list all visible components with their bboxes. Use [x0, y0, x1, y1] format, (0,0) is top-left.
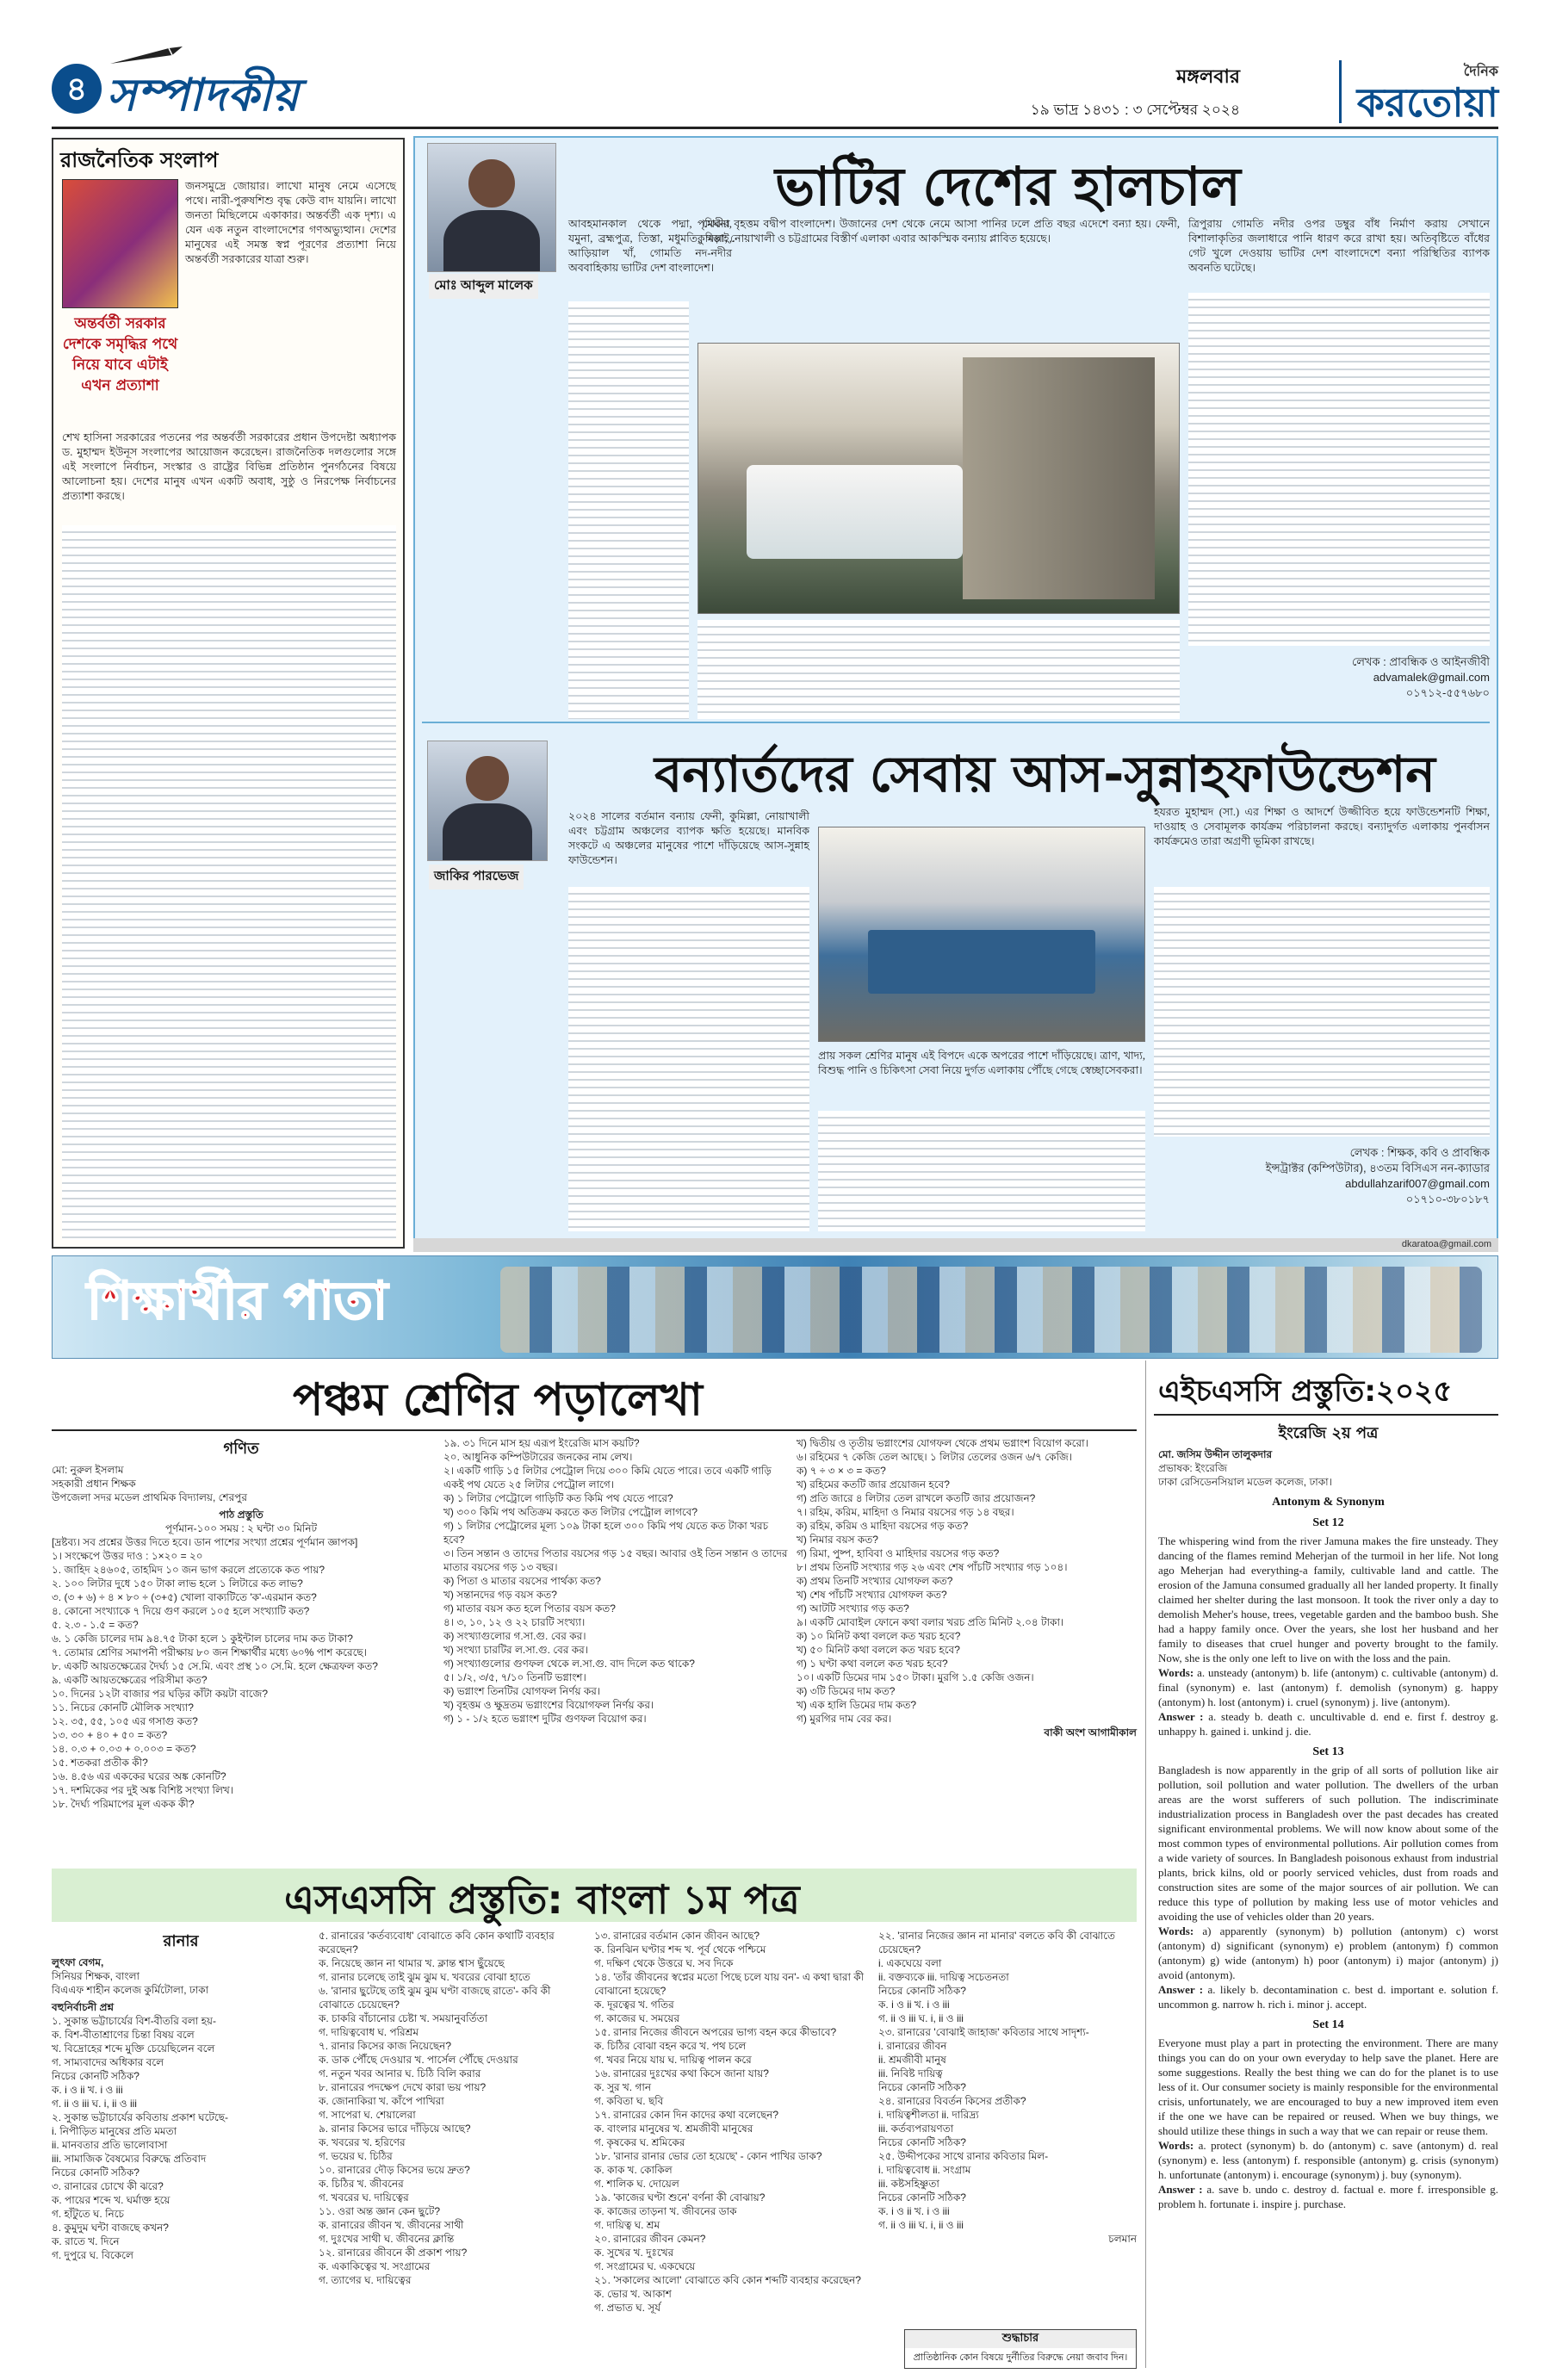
class5-question: গ) ১ - ১/২ হতে ভগ্নাংশ দুটির গুণফল বিয়োগ কর। [443, 1713, 647, 1725]
banner-title: শিক্ষার্থীর পাতা [87, 1271, 388, 1331]
class5-question: ১৯. ৩১ দিনে মাস হয় এরূপ ইংরেজি মাস কয়টি? [443, 1437, 640, 1449]
class5-exam-title: পাঠ প্রস্তুতি [219, 1509, 264, 1521]
class5-question: গ) মুরগির দাম বের কর। [797, 1713, 892, 1725]
hsc-heading: এইচএসসি প্রস্তুতি:২০২৫ [1158, 1374, 1453, 1409]
class5-question: ১। সংক্ষেপে উত্তর দাও : ১×২০ = ২০ [52, 1550, 203, 1562]
ssc-item: ক. ভোর খ. আকাশ [594, 2288, 672, 2300]
ssc-item: নিচের কোনটি সঠিক? [878, 2081, 966, 2093]
class5-question: ২. ১০০ লিটার দুধে ১৫০ টাকা লাভ হলে ১ লিটারে কত লাভ? [52, 1577, 303, 1590]
hsc-school: ঢাকা রেসিডেনসিয়াল মডেল কলেজ, ঢাকা। [1158, 1476, 1332, 1488]
class5-question: ৬। রহিমের ৭ কেজি তেল আছে। ১ লিটার তেলের ওজন ৬/৭ কেজি। [797, 1451, 1073, 1463]
ssc-item: ৭. রানার কিসের কাজ নিয়েছেন? [319, 2040, 452, 2052]
ssc-item: ক. সুখের খ. দুঃখের [594, 2247, 674, 2259]
ssc-item: গ. রানার চলেছে তাই ঝুম ঝুম ঘ. খবরের বোঝা হাতে [319, 1971, 530, 1983]
left-column-text-block [62, 525, 396, 1240]
ssc-item: গ. শালিক ঘ. দোয়েল [594, 2178, 679, 2190]
class5-question: ৫. ২.৩ - ১.৫ = কত? [52, 1619, 139, 1631]
ssc-item: iii. কর্তব্যপরায়ণতা [878, 2123, 954, 2135]
ssc-item: ৫. রানারের 'কর্তব্যবোধ' বোঝাতে কবি কোন কথাটি ব্যবহার করেছেন? [319, 1930, 555, 1955]
class5-question: খ) রহিমের কতটি জার প্রয়োজন হবে? [797, 1478, 950, 1491]
hsc-subject: ইংরেজি ২য় পত্র [1278, 1424, 1379, 1442]
article1-text-col1 [568, 301, 689, 719]
class5-question: গ) মাতার বয়স কত হলে পিতার বয়স কত? [443, 1602, 616, 1615]
brand-name: করতোয়া [1356, 81, 1498, 125]
article1-headline: ভাটির দেশের হালচাল [775, 155, 1241, 218]
article2-para-3: হযরত মুহাম্মদ (সা.) এর শিক্ষা ও আদর্শে উজ্জীবিত হয়ে ফাউন্ডেশনটি শিক্ষা, দাওয়াহ ও সেবামূলক কার্যক্রম পরিচালনা করছে। বন্যাদুর্গত এলাকায় পুনর্বাসন কার্যক্রমেও তারা অগ্রণী ভূমিকা রাখছে। [1154, 806, 1490, 847]
class5-question: ৫। ১/২, ৩/৫, ৭/১০ তিনটি ভগ্নাংশ। [443, 1671, 586, 1683]
ssc-item: গ. সাপেরা ঘ. শেয়ালেরা [319, 2109, 416, 2121]
newspaper-email[interactable]: dkaratoa@gmail.com [1401, 1239, 1491, 1249]
ssc-item: নিচের কোনটি সঠিক? [878, 1985, 966, 1997]
hsc-teacher-role: প্রভাষক: ইংরেজি [1158, 1462, 1228, 1474]
hsc-teacher: মো. জসিম উদ্দীন তালুকদার [1158, 1448, 1273, 1460]
errata-box [904, 2329, 1137, 2369]
hsc-answer-label: Answer : [1158, 1983, 1204, 1996]
hsc-set [1158, 1516, 1498, 1739]
ssc-item: ২০. রানারের জীবন কেমন? [594, 2233, 706, 2245]
author-name-2: জাকির পারভেজ [429, 865, 524, 889]
ssc-item: ১৯. 'কাজের ঘণ্টা শুনে' বর্ণনা কী বোঝায়? [594, 2191, 766, 2203]
ssc-school: বিএএফ শাহীন কলেজ কুর্মিটোলা, ঢাকা [52, 1984, 209, 1996]
ssc-teacher-role: সিনিয়র শিক্ষক, বাংলা [52, 1970, 140, 1982]
ssc-item: গ. কৃষকের ঘ. শ্রমিকের [594, 2136, 685, 2148]
hsc-words: a) apparently (synonym) b) pollution (antonym) c) worst (antonym) d) significant (synonym) e) problem (antonym) f) common (antonym) g) wide (antonym) h) poor (antonym) i) major (antonym) j) avoid (antonym). [1158, 1924, 1498, 1981]
hsc-rule [1154, 1414, 1498, 1416]
article2-author-note [1206, 1145, 1490, 1207]
article2-headline: বন্যার্তদের সেবায় আস-সুন্নাহফাউন্ডেশন [654, 745, 1435, 803]
errata-title: শুদ্ধাচার [905, 2330, 1136, 2348]
ssc-item: গ. কাজের ঘ. সময়ের [594, 2012, 680, 2024]
issue-date: ১৯ ভাদ্র ১৪৩১ : ৩ সেপ্টেম্বর ২০২৪ [1030, 102, 1240, 118]
class5-teacher: মো: নুরুল ইসলাম [52, 1464, 124, 1476]
ssc-item: খ. বিদ্রোহের শব্দে মুক্তি চেয়েছিলেন বলে [52, 2042, 215, 2055]
class5-question: ৯। একটি মোবাইল ফোনে কথা বলার খরচ প্রতি মিনিট ২.০৪ টাকা। [797, 1616, 1064, 1628]
class5-question: ক) সংখ্যাগুলোর গ.সা.গু. বের কর। [443, 1630, 586, 1642]
article1-para-3: ত্রিপুরায় গোমতি নদীর ওপর ডম্বুর বাঁধ নির্মাণ করায় সেখানে বিশালাকৃতির জলাধারে পানি ধারণ করে রাখা হয়। অতিবৃষ্টিতে বাঁধের গেট খুলে দেওয়ায় ভাটির দেশ বাংলাদেশে বন্যা পরিস্থিতির ব্যাপক অবনতি ঘটেছে। [1188, 218, 1490, 274]
ssc-item: নিচের কোনটি সঠিক? [52, 2070, 140, 2082]
footer-strip [413, 1238, 1498, 1252]
hsc-words: a. protect (synonym) b. do (antonym) c. save (antonym) d. real (synonym) e. less (antonym) f. responsible (antonym) g. crisis (synonym) h. unfortunate (antonym) i. encourage (synonym) j. buy (synonym). [1158, 2139, 1498, 2181]
ssc-col4 [878, 1929, 1137, 2246]
hsc-answer: a. likely b. decontamination c. best d. important e. solution f. uncommon g. narrow h. rich i. minor j. accept. [1158, 1983, 1499, 2011]
ssc-teacher: লুৎফা বেগম, [52, 1956, 104, 1968]
class5-question: গ) সংখ্যাগুলোর গুণফল থেকে ল.সা.গু. বাদ দিলে কত থাকে? [443, 1658, 695, 1670]
ssc-item: ১. সুকান্ত ভট্টাচার্যের বিশ-বীতরি বলা হয়- [52, 2015, 216, 2027]
ssc-item: গ. ii ও iii ঘ. i, ii ও iii [878, 2219, 964, 2231]
ssc-item: ক. নিয়েছে জ্ঞান না থামার খ. ক্লান্ত শ্বাস ছুঁয়েছে [319, 1957, 505, 1969]
ssc-item: ক. চিঠির খ. জীবনের [319, 2178, 404, 2190]
article1-para-1: আবহমানকাল থেকে পদ্মা, মেঘনা, যমুনা, ব্রহ্মপুত্র, তিস্তা, মধুমতি, গড়াই, আড়িয়াল খাঁ, গোমতি নদ-নদীর অববাহিকায় ভাটির দেশ বাংলাদেশ। [568, 218, 732, 274]
article1-text-col2 [698, 620, 1180, 719]
ssc-col2 [319, 1929, 586, 2287]
brand-small: দৈনিক [1463, 65, 1498, 79]
class5-instruction: [দ্রষ্টব্য। সব প্রশ্নের উত্তর দিতে হবে। ডান পাশের সংখ্যা প্রশ্নের পূর্ণমান জ্ঞাপক] [52, 1536, 358, 1548]
article2-author-email: abdullahzarif007@gmail.com [1345, 1177, 1490, 1190]
ssc-item: i. একঘেয়ে বলা [878, 1957, 942, 1969]
ssc-item: ৬. 'রানার ছুটেছে তাই ঝুম ঝুম ঘণ্টা বাজছে রাতে'- কবি কী বোঝাতে চেয়েছেন? [319, 1985, 551, 2011]
article2-author-phone: ০১৭১০-৩৮০১৮৭ [1405, 1193, 1490, 1205]
ssc-item: ২৪. রানারের বিবর্তন কিসের প্রতীক? [878, 2095, 1026, 2107]
ssc-item: গ. দুপুরে ঘ. বিকেলে [52, 2249, 133, 2261]
hsc-answer-label: Answer : [1158, 1710, 1204, 1723]
class5-question: খ) ৫০ মিনিট কথা বললে কত খরচ হবে? [797, 1644, 960, 1656]
ssc-item: ১৮. 'রানার রানার ভোর তো হয়েছে' - কোন পাখির ডাক? [594, 2150, 822, 2162]
class5-question: ১১. নিচের কোনটি মৌলিক সংখ্যা? [52, 1701, 194, 1714]
class5-question: ক) ভগ্নাংশ তিনটির যোগফল নির্ণয় কর। [443, 1685, 601, 1697]
section-name: সম্পাদকীয় [107, 69, 300, 121]
ssc-item: গ. দুঃখের সাথী ঘ. জীবনের ক্লান্তি [319, 2233, 455, 2245]
ssc-item: ক. রিনঝিন ঘণ্টার শব্দ খ. পূর্ব থেকে পশ্চিমে [594, 1943, 766, 1955]
hsc-answer: a. steady b. death c. uncultivable d. end e. first f. destroy g. unhappy h. gained i. unkind j. die. [1158, 1710, 1499, 1738]
ssc-chapter: রানার [163, 1932, 199, 1950]
newspaper-brand [1339, 60, 1498, 123]
dateline [1031, 62, 1240, 123]
article1-author-desc: লেখক : প্রাবন্ধিক ও আইনজীবী [1351, 655, 1490, 668]
class5-question: গ) আটটি সংখ্যার গড় কত? [797, 1602, 909, 1615]
class5-rule [52, 1429, 1137, 1431]
class5-question: ক) ১০ মিনিট কথা বললে কত খরচ হবে? [797, 1630, 961, 1642]
left-column-body: শেখ হাসিনা সরকারের পতনের পর অন্তর্বর্তী সরকারের প্রধান উপদেষ্টা অধ্যাপক ড. মুহাম্মদ ইউনূস সংলাপের আয়োজন করেছেন। রাজনৈতিক দলগুলোর সঙ্গে এই সংলাপে নির্বাচন, সংস্কার ও রাষ্ট্রের বিভিন্ন প্রতিষ্ঠান পুনর্গঠনের বিষয়ে আলোচনা হয়। দেশের মানুষ এখন একটি অবাধ, সুষ্ঠু ও নিরপেক্ষ নির্বাচনের প্রত্যাশা করছে। [62, 431, 396, 502]
ssc-item: i. দায়িত্ববোধ ii. সংগ্রাম [878, 2164, 971, 2176]
ssc-item: i. দায়িত্বশীলতা ii. দারিদ্র্য [878, 2109, 979, 2121]
ssc-item: নিচের কোনটি সঠিক? [878, 2136, 966, 2148]
class5-question: খ) ৩০০ কিমি পথ অতিক্রম করতে কত লিটার পেট্রোল লাগবে? [443, 1506, 698, 1518]
hsc-words-label: Words: [1158, 2139, 1194, 2152]
class5-subject: গণিত [223, 1440, 259, 1458]
class5-question: ১৬. ৪.৫৬ এর এককের ঘরের অঙ্ক কোনটি? [52, 1770, 226, 1782]
class5-col2 [443, 1436, 788, 1726]
hsc-passage: Everyone must play a part in protecting the environment. There are many things you can do on your own everyday to help save the planet. Here are some suggestions. Really the best thing we can do for the planet is to use less of it. Our consumer society is mainly responsible for the environmental crisis, unfortunately, we are encouraged to buy a new improved item even if the one we have can be repaired or reused. When we buy things, we should utilize these things in such a way that we can repair or reuse them. [1158, 2036, 1498, 2137]
ssc-item: গ. নতুন খবর আনার ঘ. চিঠি বিলি করার [319, 2067, 481, 2079]
ssc-continued: চলমান [1108, 2233, 1137, 2245]
hsc-set-number: Set 13 [1312, 1745, 1344, 1758]
left-column-title: রাজনৈতিক সংলাপ [60, 148, 219, 172]
article1-author-email: advamalek@gmail.com [1373, 671, 1490, 684]
ssc-item: ১০. রানারের দৌড় কিসের ভয়ে দ্রুত? [319, 2164, 470, 2176]
class5-question: ১২. ৩৫, ৫৫, ১০৫ এর গসাগু কত? [52, 1715, 198, 1727]
class5-question: ৩. (৩ + ৬) ÷ ৪ × ৮০ ÷ (৩+৫) খোলা বাক্যটিতে 'ক'-এরমান কত? [52, 1591, 317, 1603]
page-masthead [52, 60, 1498, 129]
ssc-item: ১৩. রানারের বর্তমান কোন জীবন আছে? [594, 1930, 760, 1942]
class5-question: ক) ৭ ÷ ৩ × ৩ = কত? [797, 1465, 886, 1477]
ssc-item: গ. সাম্যবাদের অধিকার বলে [52, 2056, 164, 2068]
hsc-set [1158, 2018, 1498, 2211]
class5-question: ৮. একটি আয়তক্ষেত্রের দৈর্ঘ্য ১৫ সে.মি. এবং প্রস্থ ১০ সে.মি. হলে ক্ষেত্রফল কত? [52, 1660, 378, 1672]
hsc-words: a. unsteady (antonym) b. life (antonym) c. cultivable (antonym) d. final (synonym) e. last (antonym) f. demolish (synonym) g. happy (antonym) h. lost (antonym) i. cruel (synonym) j. live (antonym). [1158, 1666, 1498, 1708]
class5-col1 [52, 1436, 431, 1811]
ssc-section: বহুনির্বাচনী প্রশ্ন [52, 2001, 115, 2013]
ssc-item: নিচের কোনটি সঠিক? [52, 2166, 140, 2179]
article1-author-note [1240, 654, 1490, 701]
class5-question: গ) ১ ঘণ্টা কথা বললে কত খরচ হবে? [797, 1658, 948, 1670]
class5-question: খ) শেষ পাঁচটি সংখ্যার যোগফল কত? [797, 1589, 947, 1601]
protest-illustration [62, 179, 178, 308]
ssc-item: ৩. রানারের চোখে কী ঝরে? [52, 2180, 164, 2192]
ssc-item: ১৪. 'তাঁর জীবনের স্বপ্নের মতো পিছে চলে যায় বন'- এ কথা দ্বারা কী বোঝানো হয়েছে? [594, 1971, 865, 1997]
article2-para-1: ২০২৪ সালের বর্তমান বন্যায় ফেনী, কুমিল্লা, নোয়াখালী এবং চট্টগ্রাম অঞ্চলের ব্যাপক ক্ষতি হয়েছে। মানবিক সংকটে এ অঞ্চলের মানুষের পাশে দাঁড়িয়েছে আস-সুন্নাহ ফাউন্ডেশন। [568, 810, 809, 866]
ssc-item: i. নিপীড়িত মানুষের প্রতি মমতা [52, 2125, 177, 2137]
ssc-item: ক. i ও ii খ. i ও iii [878, 1999, 950, 2011]
ssc-item: ২. সুকান্ত ভট্টাচার্যের কবিতায় প্রকাশ ঘটেছে- [52, 2111, 229, 2123]
ssc-item: ৪. কুমুদুম ঘন্টা বাজছে কখন? [52, 2222, 169, 2234]
ssc-item: ii. শ্রমজীবী মানুষ [878, 2054, 946, 2066]
class5-question: ১৮. দৈর্ঘ্য পরিমাপের মূল একক কী? [52, 1798, 195, 1810]
hsc-passage: The whispering wind from the river Jamuna makes the fire unsteady. They dancing of the flames remind Meherjan of the turmoil in her life. Not long ago Meherjan had everything-a family, cultivable land and cattle. The erosion of the Jamuna consumed gradually all her landed property. It finally claimed her shelter during the last monsoon. It took the river only a day to demolish Meher's house, trees, vegetable garden and the bamboo bush. She had a happy family once. Over the years, she lost her husband and her family to diseases that cruel hunger and poverty brought to the family. Now, she is the only one left to live on with the loss and the pain. [1158, 1534, 1498, 1664]
ssc-item: ক. রানারের জীবন খ. জীবনের সাথী [319, 2219, 464, 2231]
ssc-item: iii. কষ্টসহিষ্ণুতা [878, 2178, 939, 2190]
hsc-words-label: Words: [1158, 1924, 1194, 1937]
hsc-topic: Antonym & Synonym [1272, 1496, 1385, 1509]
ssc-col3 [594, 1929, 870, 2315]
ssc-item: গ. ভয়ের ঘ. চিঠির [319, 2150, 393, 2162]
class5-question: ক) ১ লিটার পেট্রোলে গাড়িটি কত কিমি পথ যেতে পারে? [443, 1492, 673, 1504]
dam-photo [698, 343, 1180, 614]
class5-question: ১৩. ৩০ + ৪০ + ৫০ = কত? [52, 1729, 168, 1741]
ssc-item: ২৫. উদ্দীপকের সাথে রানার কবিতার মিল- [878, 2150, 1049, 2162]
class5-question: ক) রহিম, করিম ও মাহিদা বয়সের গড় কত? [797, 1520, 969, 1532]
ssc-item: গ. প্রভাত ঘ. সূর্য [594, 2302, 661, 2314]
class5-question: ৩। তিন সন্তান ও তাদের পিতার বয়সের গড় ১৫ বছর। আবার ওই তিন সন্তান ও তাদের মাতার বয়সের গড় ১৩ বছর। [443, 1547, 788, 1573]
ssc-item: ii. মানবতার প্রতি ভালোবাসা [52, 2139, 168, 2151]
class5-question: ৯. একটি আয়তক্ষেত্রের পরিসীমা কত? [52, 1674, 208, 1686]
class5-question: ক) ৩টি ডিমের দাম কত? [797, 1685, 896, 1697]
ssc-item: ক. কাক খ. কোকিল [594, 2164, 673, 2176]
class5-question: খ) বৃহত্তম ও ক্ষুদ্রতম ভগ্নাংশের বিয়োগফল নির্ণয় কর। [443, 1699, 654, 1711]
class5-question: ৭। রহিম, করিম, মাহিদা ও নিমার বয়সের গড় ১৪ বছর। [797, 1506, 1014, 1518]
ssc-heading: এসএসসি প্রস্তুতি: বাংলা ১ম পত্র [284, 1876, 800, 1923]
hsc-content [1158, 1421, 1498, 2211]
article1-author-phone: ০১৭১২-৫৫৭৬৮০ [1405, 686, 1490, 699]
class5-question: খ) সন্তানদের গড় বয়স কত? [443, 1589, 557, 1601]
class5-school: উপজেলা সদর মডেল প্রাথমিক বিদ্যালয়, শেরপুর [52, 1491, 247, 1503]
ssc-item: iii. সামাজিক বৈষম্যের বিরুদ্ধে প্রতিবাদ [52, 2153, 207, 2165]
ssc-item: ৯. রানার কিসের ভারে দাঁড়িয়ে আছে? [319, 2123, 471, 2135]
class5-col3 [797, 1436, 1137, 1739]
issue-day: মঙ্গলবার [1176, 65, 1240, 87]
ssc-item: ২২. 'রানার নিজের জ্ঞান না মানার' বলতে কবি কী বোঝাতে চেয়েছেন? [878, 1930, 1115, 1955]
ssc-item: গ. খবর নিয়ে যায় ঘ. দায়িত্ব পালন করে [594, 2054, 752, 2066]
ssc-item: ii. বক্তব্যকে iii. দায়িত্ব সচেতনতা [878, 1971, 1009, 1983]
ssc-item: ক. একাকিত্বের খ. সংগ্রামের [319, 2260, 431, 2272]
ssc-item: ১২. রানারের জীবনে কী প্রকাশ পায়? [319, 2247, 468, 2259]
ssc-item: ৮. রানারের পদক্ষেপ দেখে কারা ভয় পায়? [319, 2081, 487, 2093]
hsc-answer: a. save b. undo c. destroy d. factual e. more f. irresponsible g. problem h. fortunate i. inspire j. purchase. [1158, 2183, 1498, 2210]
article1-text-col3 [1188, 293, 1490, 646]
article2-text-col1 [568, 887, 809, 1231]
article2-author-desc: লেখক : শিক্ষক, কবি ও প্রাবন্ধিক [1349, 1146, 1490, 1159]
ssc-item: ক. কাজের তাড়না খ. জীবনের ডাক [594, 2205, 737, 2217]
ssc-item: ১৫. রানার নিজের জীবনে অপরের ভাগ্য বহন করে কীভাবে? [594, 2026, 837, 2038]
ssc-item: গ. দায়িত্ববোধ ঘ. পরিশ্রম [319, 2026, 419, 2038]
ssc-item: ক. চাকরি বাঁচানোর চেষ্টা খ. সময়ানুবর্তিতা [319, 2012, 488, 2024]
errata-text: প্রাতিষ্ঠানিক কোন বিষয়ে দুর্নীতির বিরুদ্ধে নেয়া জবাব দিন। [913, 2352, 1128, 2363]
class5-question: ১. জাহিদ ২৪৬০৫, তাহমিদ ১০ জন ভাগ করলে প্রত্যেকে কত পায়? [52, 1564, 326, 1576]
hsc-passage: Bangladesh is now apparently in the grip of all sorts of pollution like air pollution, soil pollution and water pollution. The dwellers of the urban areas are the worst sufferers of such pollution. The indiscriminate industrialization process in Bangladesh over the past decades has created significant environmental problems. We will now know about some of the most common types of environmental pollutions. Air pollution comes from a wide variety of sources. In Bangladesh poisonous exhaust from industrial plants, brick kilns, old or poorly serviced vehicles, dust from roads and construction sites are some of the major sources of air pollution. We can reduce this type of pollution by making less use of motor vehicles and avoiding the use of vehicles older than 20 years. [1158, 1763, 1498, 1923]
students-page-banner [52, 1255, 1498, 1359]
ssc-item: ক. খবরের খ. হরিণের [319, 2136, 406, 2148]
class5-marks: পূর্ণমান-১০০ সময় : ২ ঘন্টা ৩০ মিনিট [164, 1522, 318, 1534]
hsc-words-label: Words: [1158, 1666, 1194, 1679]
ssc-item: ১১. ওরা অন্ত জ্ঞান কেন ছুটে? [319, 2205, 441, 2217]
class5-question: খ) এক হালি ডিমের দাম কত? [797, 1699, 917, 1711]
class5-question: ক) পিতা ও মাতার বয়সের পার্থক্য কত? [443, 1575, 601, 1587]
class5-question: ১৭. দশমিকের পর দুই অঙ্ক বিশিষ্ট সংখ্যা লিখ। [52, 1784, 234, 1796]
relief-truck-photo [818, 827, 1145, 1042]
author-name-1: মোঃ আব্দুল মালেক [429, 274, 538, 299]
class5-question: ১৪. ০.৩ + ০.০৩ + ০.০০৩ = কত? [52, 1743, 196, 1755]
article-separator [422, 722, 1490, 723]
hsc-answer-label: Answer : [1158, 2183, 1203, 2196]
ssc-item: ক. দূরত্বের খ. গতির [594, 1999, 674, 2011]
ssc-item: গ. খবরের ঘ. দায়িত্বের [319, 2191, 409, 2203]
ssc-col1 [52, 1929, 310, 2262]
article2-author-org: ইন্সট্রাক্টর (কম্পিউটার), ৪৩তম বিসিএস নন-ক্যাডার [1265, 1162, 1490, 1175]
ssc-item: ক. চিঠির বোঝা বহন করে খ. পথ চলে [594, 2040, 747, 2052]
class5-question: খ) নিমার বয়স কত? [797, 1534, 878, 1546]
class5-question: ৭. তোমার শ্রেণির সমাপনী পরীক্ষায় ৮০ জন শিক্ষার্থীর মধ্যে ৬০% পাশ করেছে। [52, 1646, 367, 1658]
class5-question: ২০. আধুনিক কম্পিউটারের জনকের নাম লেখ। [443, 1451, 633, 1463]
ssc-item: গ. ত্যাগের ঘ. দায়িত্বের [319, 2274, 412, 2286]
ssc-item: গ. ii ও iii ঘ. i, ii ও iii [52, 2098, 137, 2110]
class5-question: ৮। প্রথম তিনটি সংখ্যার গড় ২৬ এবং শেষ পাঁচটি সংখ্যার গড় ১০৪। [797, 1561, 1068, 1573]
page-number: ৪ [52, 64, 102, 114]
ssc-item: গ. কবিতা ঘ. ছবি [594, 2095, 664, 2107]
ssc-item: ২৩. রানারের 'বোঝাই জাহাজ' কবিতার সাথে সাদৃশ্য- [878, 2026, 1089, 2038]
ssc-item: গ. ii ও iii ঘ. i, ii ও iii [878, 2012, 964, 2024]
ssc-item: ১৭. রানারের কোন দিন কাদের কথা বলেছেন? [594, 2109, 779, 2121]
ssc-item: ক. ডাক পৌঁছে দেওয়ার খ. পার্সেল পৌঁছে দেওয়ার [319, 2054, 518, 2066]
ssc-item: ১৬. রানারের দুঃখের কথা কিসে জানা যায়? [594, 2067, 769, 2079]
class5-question: গ) প্রতি জারে ৪ লিটার তেল রাখলে কতটি জার প্রয়োজন? [797, 1492, 1036, 1504]
hsc-set-number: Set 12 [1312, 1516, 1344, 1529]
class5-question: ক) প্রথম তিনটি সংখ্যার যোগফল কত? [797, 1575, 953, 1587]
article2-text-col2 [818, 1111, 1145, 1231]
class5-question: গ) ১ লিটার পেট্রোলের মূল্য ১০৯ টাকা হলে ৩০০ কিমি পথ যেতে কত টাকা খরচ হবে? [443, 1520, 769, 1546]
class5-question: ৪। ৩, ১০, ১২ ও ২২ চারটি সংখ্যা। [443, 1616, 586, 1628]
ssc-item: ক. রাতে খ. দিনে [52, 2235, 120, 2247]
class5-question: ৬. ১ কেজি চালের দাম ৯৪.৭৫ টাকা হলে ১ কুইন্টাল চালের দাম কত টাকা? [52, 1633, 353, 1645]
ssc-item: ক. পায়ের শব্দে খ. ঘর্মাক্ত হয়ে [52, 2194, 170, 2206]
class5-question: গ) রিমা, পুষ্প, হাবিবা ও মাহিদার বয়সের গড় কত? [797, 1547, 1000, 1559]
hsc-set [1158, 1745, 1498, 2011]
left-column-intro: জনসমুদ্রে জোয়ার। লাখো মানুষ নেমে এসেছে পথে। নারী-পুরুষশিশু বৃদ্ধ কেউ বাদ যায়নি। লাখো জনতা মিছিলেমে একাকার। অন্তর্বর্তী এক দৃশ্য। এ যেন এক নতুন বাংলাদেশের গণঅভ্যুত্থান। দেশের মানুষের এই সমস্ত স্বপ্ন পূরণের প্রত্যাশা নিয়ে অন্তর্বর্তী সরকারের যাত্রা শুরু। [185, 180, 396, 265]
ssc-item: গ. সংগ্রামের ঘ. একঘেয়ে [594, 2260, 696, 2272]
article1-para-2: পৃথিবীর বৃহত্তম বদ্বীপ বাংলাদেশ। উজানের দেশ থেকে নেমে আসা পানির ঢলে প্রতি বছর এদেশে বন্যা হয়। ফেনী, কুমিল্লা, নোয়াখালী ও চট্টগ্রামের বিস্তীর্ণ এলাকা এবার আকস্মিক বন্যায় প্লাবিত হয়েছে। [698, 218, 1180, 245]
class5-question: ১০. দিনের ১২টা বাজার পর ঘড়ির কাঁটা কয়টা বাজে? [52, 1688, 269, 1700]
class5-question-list [52, 1549, 431, 1811]
class5-teacher-role: সহকারী প্রধান শিক্ষক [52, 1478, 136, 1490]
author-photo-2 [427, 741, 548, 861]
ssc-item: নিচের কোনটি সঠিক? [878, 2191, 966, 2203]
ssc-item: ক. বিশ-বীতাশ্রাণের চিন্তা বিষয় বলে [52, 2029, 195, 2041]
ssc-item: ক. বাংলার মানুষের খ. শ্রমজীবী মানুষের [594, 2123, 753, 2135]
class5-continued: বাকী অংশ আগামীকাল [1044, 1726, 1137, 1739]
ssc-item: ক. জোনাকিরা খ. কাঁপে পাখিরা [319, 2095, 444, 2107]
class5-question: ১৫. শতকরা প্রতীক কী? [52, 1757, 148, 1769]
class5-heading: পঞ্চম শ্রেণির পড়ালেখা [293, 1374, 704, 1426]
ssc-item: ক. সুর খ. গান [594, 2081, 651, 2093]
ssc-item: গ. দায়িত্ব ঘ. শ্রম [594, 2219, 660, 2231]
article2-para-2-text: প্রায় সকল শ্রেণির মানুষ এই বিপদে একে অপরের পাশে দাঁড়িয়েছে। ত্রাণ, খাদ্য, বিশুদ্ধ পানি ও চিকিৎসা সেবা নিয়ে দুর্গত এলাকায় পৌঁছে গেছে স্বেচ্ছাসেবকরা। [818, 1050, 1145, 1076]
hsc-set-number: Set 14 [1312, 2018, 1344, 2031]
students-photo-collage [500, 1267, 1482, 1353]
class5-question: খ) দ্বিতীয় ও তৃতীয় ভগ্নাংশের যোগফল থেকে প্রথম ভগ্নাংশ বিয়োগ করো। [797, 1437, 1088, 1449]
ssc-item: ২১. 'সকালের আলো' বোঝাতে কবি কোন শব্দটি ব্যবহার করেছেন? [594, 2274, 861, 2286]
ssc-item: গ. দক্ষিণ থেকে উত্তরে ঘ. সব দিকে [594, 1957, 734, 1969]
ssc-item: i. রানারের জীবন [878, 2040, 947, 2052]
class5-question: ৪. কোনো সংখ্যাকে ৭ দিয়ে গুণ করলে ১০৫ হলে সংখ্যাটি কত? [52, 1605, 310, 1617]
ssc-item: ক. i ও ii খ. i ও iii [878, 2205, 950, 2217]
ssc-item: গ. হাঁটুতে ঘ. নিচে [52, 2208, 124, 2220]
left-column-quote: অন্তর্বর্তী সরকার দেশকে সমৃদ্ধির পথে নিয়ে যাবে এটাই এখন প্রত্যাশা [62, 315, 178, 394]
ssc-item: ক. i ও ii খ. i ও iii [52, 2084, 123, 2096]
ssc-item: iii. নিবিষ্ট দায়িত্ব [878, 2067, 943, 2079]
class5-question: ১০। একটি ডিমের দাম ১৫০ টাকা। মুরগি ১.৫ কেজি ওজন। [797, 1671, 1034, 1683]
article2-text-col3 [1154, 887, 1490, 1137]
author-photo-1 [427, 143, 556, 272]
class5-question: খ) সংখ্যা চারটির ল.সা.গু. বের কর। [443, 1644, 589, 1656]
class5-question: ২। একটি গাড়ি ১৫ লিটার পেট্রোল দিয়ে ৩০০ কিমি যেতে পারে। তবে একটি গাড়ি একই পথ যেতে ২৫ লিটার পেট্রোল লাগে। [443, 1465, 772, 1491]
